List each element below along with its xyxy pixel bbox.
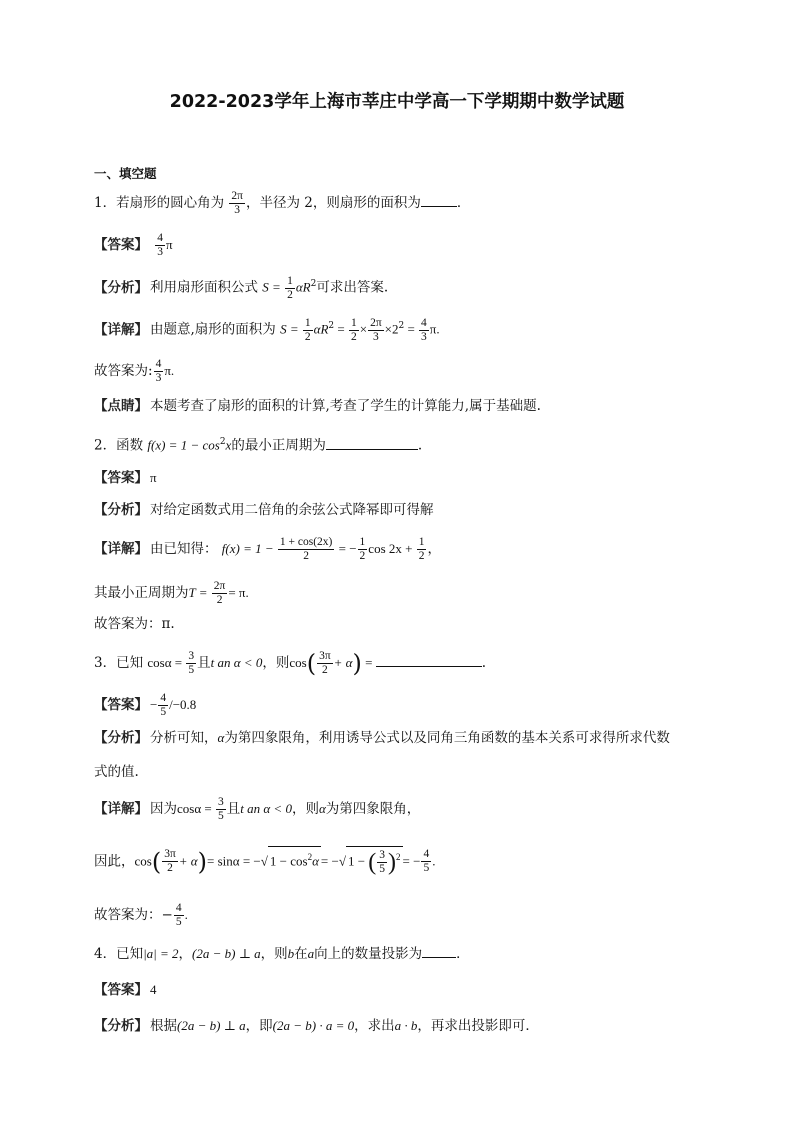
answer-blank — [422, 944, 456, 958]
answer-line: 【答案】 − $\frac{4}{5}$ /−0.8 — [94, 692, 197, 718]
analysis-tag: 【分析】 — [94, 730, 148, 746]
section-heading: 一、填空题 — [94, 166, 157, 181]
conclusion-line: 故答案为: $\frac{4}{3}$ π. — [94, 358, 175, 384]
analysis-tag: 【分析】 — [94, 502, 148, 518]
fraction: $\frac{3\pi}{2}$ — [164, 848, 176, 875]
question-4: 4．已知|a| = 2，(2a − b) ⊥ a，则b在a向上的数量投影为 ． — [94, 946, 470, 962]
detail-line: 【详解】 因为cosα = $\frac{3}{5}$ 且t an α < 0，则α为第四象限角， — [94, 796, 421, 822]
conclusion-line: 故答案为：− $\frac{4}{5}$ . — [94, 902, 188, 928]
fraction: $\frac{2\pi}{2}$ — [213, 580, 226, 606]
fraction: $\frac{4}{5}$ — [423, 848, 430, 875]
document-title: 2022-2023学年上海市莘庄中学高一下学期期中数学试题 — [169, 92, 625, 112]
fraction: $\frac{2\pi}{3}$ — [370, 316, 382, 343]
comment-tag: 【点睛】 — [94, 398, 148, 414]
fraction: $\frac{2\pi}{3}$ — [231, 190, 243, 216]
fraction: $\frac{3}{5}$ — [188, 650, 195, 676]
answer-blank — [421, 193, 457, 207]
question-2: 2．函数 $f(x) = 1 - \cos^2x$的最小正周期为 . — [94, 437, 423, 454]
fraction: $\frac{1}{2}$ — [287, 274, 293, 301]
question-number: 4． — [94, 946, 117, 962]
answer-tag: 【答案】 — [94, 470, 148, 486]
fraction: $\frac{4}{3}$ — [155, 358, 162, 384]
detail-tag: 【详解】 — [94, 321, 148, 338]
question-number: 1． — [94, 195, 117, 211]
question-number: 3． — [94, 655, 117, 671]
fraction: $\frac{4}{3}$ — [421, 316, 427, 343]
fraction: $\frac{1}{2}$ — [418, 536, 425, 562]
fraction: $\frac{4}{5}$ — [160, 692, 167, 718]
detail-tag: 【详解】 — [94, 541, 148, 557]
detail-line: 【详解】 由题意,扇形的面积为 S = $\frac{1}{2}$ $\alpha R^2$ = $\frac{1}{2}$ × $\frac{2\pi}{3}$ $\times 2^2$ = $\frac{4}{3}$ π. — [94, 316, 440, 343]
answer-line: 【答案】 π — [94, 470, 157, 486]
fraction: $\frac{4}{5}$ — [175, 902, 182, 928]
detail-tag: 【详解】 — [94, 801, 148, 817]
analysis-line: 【分析】 分析可知，α为第四象限角，利用诱导公式以及同角三角函数的基本关系可求得所求代数 — [94, 730, 670, 746]
question-1: 1．若扇形的圆心角为 $\frac{2\pi}{3}$ ，半径为 2，则扇形的面积为 ． — [94, 190, 471, 216]
analysis-tag: 【分析】 — [94, 279, 148, 296]
answer-tag: 【答案】 — [94, 237, 148, 253]
analysis-line-2: 式的值. — [94, 764, 139, 780]
question-number: 2． — [94, 437, 117, 454]
fraction: $\frac{4}{3}$ — [157, 232, 164, 258]
fraction: $\frac{1}{2}$ — [350, 316, 357, 343]
fraction: $\frac{1 + \cos(2x)}{2}$ — [279, 536, 333, 562]
fraction: $\frac{3\pi}{2}$ — [319, 650, 331, 676]
answer-line: 【答案】 $\frac{4}{3}$ π — [94, 232, 173, 258]
analysis-tag: 【分析】 — [94, 1018, 148, 1034]
analysis-line: 【分析】 根据(2a − b) ⊥ a，即(2a − b) · a = 0，求出a · b，再求出投影即可． — [94, 1018, 539, 1034]
answer-blank — [376, 653, 482, 667]
fraction: $\frac{1}{2}$ — [359, 536, 366, 562]
answer-tag: 【答案】 — [94, 697, 148, 713]
question-3: 3．已知 cosα = $\frac{3}{5}$ 且t an α < 0，则cos( $\frac{3\pi}{2}$ + α) = . — [94, 649, 486, 678]
conclusion-line: 故答案为：π. — [94, 616, 175, 632]
answer-tag: 【答案】 — [94, 982, 148, 998]
period-line: 其最小正周期为T = $\frac{2\pi}{2}$ = π. — [94, 580, 249, 606]
fraction: $\frac{1}{2}$ — [304, 316, 311, 343]
detail-line: 【详解】 由已知得： f(x) = 1 − $\frac{1 + \cos(2x)}{2}$ = − $\frac{1}{2}$ cos 2x + $\frac{1}{2}$ ， — [94, 536, 441, 562]
fraction: $\frac{3}{5}$ — [217, 796, 224, 822]
therefore-line: 因此，cos( $\frac{3\pi}{2}$ + α)= sinα = −√ $1 - \cos^2\alpha$ = −√ 1 − ( $\frac{3}{5}$ )$^2$ = − $\frac{4}{5}$ . — [94, 847, 436, 876]
comment-line: 【点睛】 本题考查了扇形的面积的计算,考查了学生的计算能力,属于基础题. — [94, 398, 541, 414]
analysis-line: 【分析】 利用扇形面积公式 S = $\frac{1}{2}$ $\alpha R^2$可求出答案. — [94, 274, 389, 301]
analysis-line: 【分析】 对给定函数式用二倍角的余弦公式降幂即可得解 — [94, 502, 434, 518]
answer-line: 【答案】 4 — [94, 982, 157, 998]
answer-blank — [326, 436, 418, 450]
